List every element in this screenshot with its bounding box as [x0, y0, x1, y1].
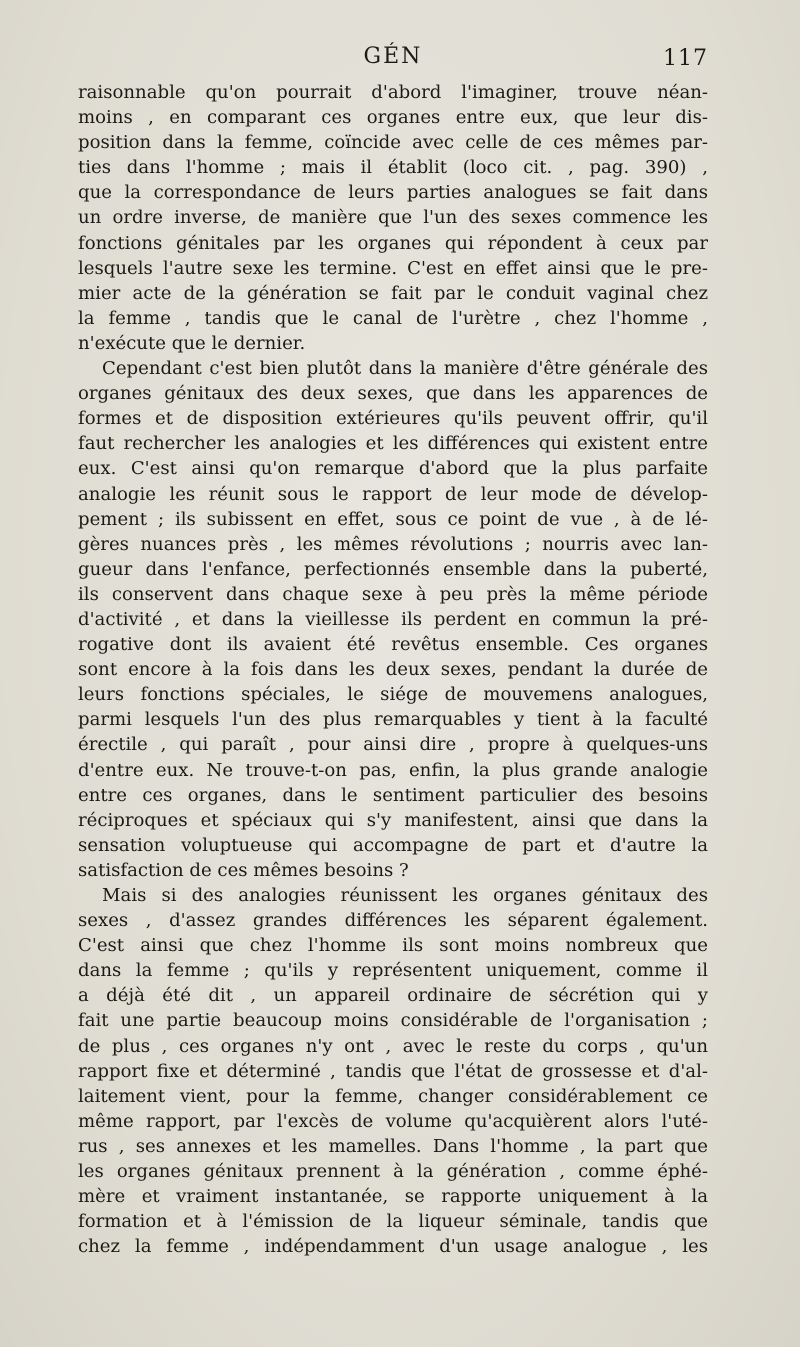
text-line: analogie les réunit sous le rapport de leur mode de dévelop- [78, 483, 708, 505]
page-header [78, 40, 708, 76]
running-head: GÉN [363, 44, 423, 69]
text-line: gères nuances près , les mêmes révolutions ; nourris avec lan- [78, 533, 708, 555]
text-line: d'entre eux. Ne trouve-t-on pas, enfin, la plus grande analogie [78, 759, 708, 781]
text-line: leurs fonctions spéciales, le siége de mouvemens analogues, [78, 684, 708, 706]
text-line: sexes , d'assez grandes différences les séparent également. [78, 910, 708, 932]
body-text [78, 80, 708, 1259]
text-line: sont encore à la fois dans les deux sexes, pendant la durée de [78, 659, 708, 681]
text-line: a déjà été dit , un appareil ordinaire de sécrétion qui y [78, 985, 708, 1007]
text-line: lesquels l'autre sexe les termine. C'est en effet ainsi que le pre- [78, 257, 708, 279]
text-line: un ordre inverse, de manière que l'un des sexes commence les [78, 207, 708, 229]
text-line: les organes génitaux prennent à la génération , comme éphé- [78, 1161, 708, 1183]
text-line: organes génitaux des deux sexes, que dans les apparences de [78, 383, 708, 405]
text-line: C'est ainsi que chez l'homme ils sont moins nombreux que [78, 935, 708, 957]
text-line: position dans la femme, coïncide avec celle de ces mêmes par- [78, 132, 708, 154]
text-line: rus , ses annexes et les mamelles. Dans l'homme , la part que [78, 1135, 708, 1157]
text-line: que la correspondance de leurs parties analogues se fait dans [78, 182, 708, 204]
text-line: laitement vient, pour la femme, changer considérablement ce [78, 1085, 708, 1107]
text-line: ils conservent dans chaque sexe à peu près la même période [78, 583, 708, 605]
text-line: érectile , qui paraît , pour ainsi dire , propre à quelques-uns [78, 734, 708, 756]
text-line: pement ; ils subissent en effet, sous ce point de vue , à de lé- [78, 508, 708, 530]
text-line: gueur dans l'enfance, perfectionnés ensemble dans la puberté, [78, 558, 708, 580]
paragraph-start-line: Cependant c'est bien plutôt dans la manière d'être générale des [102, 358, 708, 380]
text-line: parmi lesquels l'un des plus remarquables y tient à la faculté [78, 709, 708, 731]
text-line: d'activité , et dans la vieillesse ils perdent en commun la pré- [78, 608, 708, 630]
text-line: réciproques et spéciaux qui s'y manifestent, ainsi que dans la [78, 809, 708, 831]
text-line: satisfaction de ces mêmes besoins ? [78, 859, 409, 881]
text-line: formation et à l'émission de la liqueur séminale, tandis que [78, 1211, 708, 1233]
text-line: formes et de disposition extérieures qu'ils peuvent offrir, qu'il [78, 408, 708, 430]
text-line: rogative dont ils avaient été revêtus ensemble. Ces organes [78, 634, 708, 656]
text-line: sensation voluptueuse qui accompagne de part et d'autre la [78, 834, 708, 856]
text-line: la femme , tandis que le canal de l'urètre , chez l'homme , [78, 307, 708, 329]
paragraph-start-line: Mais si des analogies réunissent les organes génitaux des [102, 885, 708, 906]
text-line: de plus , ces organes n'y ont , avec le reste du corps , qu'un [78, 1035, 708, 1057]
text-line: raisonnable qu'on pourrait d'abord l'imaginer, trouve néan- [78, 82, 708, 103]
text-line: dans la femme ; qu'ils y représentent uniquement, comme il [78, 960, 708, 982]
text-line: ties dans l'homme ; mais il établit (loco cit. , pag. 390) , [78, 157, 708, 179]
text-line: chez la femme , indépendamment d'un usage analogue , les [78, 1236, 708, 1258]
text-line: eux. C'est ainsi qu'on remarque d'abord que la plus parfaite [78, 458, 708, 480]
text-line: entre ces organes, dans le sentiment particulier des besoins [78, 784, 708, 806]
text-line: mère et vraiment instantanée, se rapporte uniquement à la [78, 1186, 708, 1208]
text-line: rapport fixe et déterminé , tandis que l'état de grossesse et d'al- [78, 1060, 708, 1082]
text-line: mier acte de la génération se fait par le conduit vaginal chez [78, 282, 708, 304]
text-line: faut rechercher les analogies et les différences qui existent entre [78, 433, 708, 455]
text-line: moins , en comparant ces organes entre eux, que leur dis- [78, 107, 708, 129]
text-line: n'exécute que le dernier. [78, 332, 306, 354]
text-line: fonctions génitales par les organes qui répondent à ceux par [78, 232, 708, 254]
text-line: fait une partie beaucoup moins considérable de l'organisation ; [78, 1010, 708, 1032]
page-number: 117 [663, 46, 708, 71]
text-line: même rapport, par l'excès de volume qu'acquièrent alors l'uté- [78, 1110, 708, 1132]
